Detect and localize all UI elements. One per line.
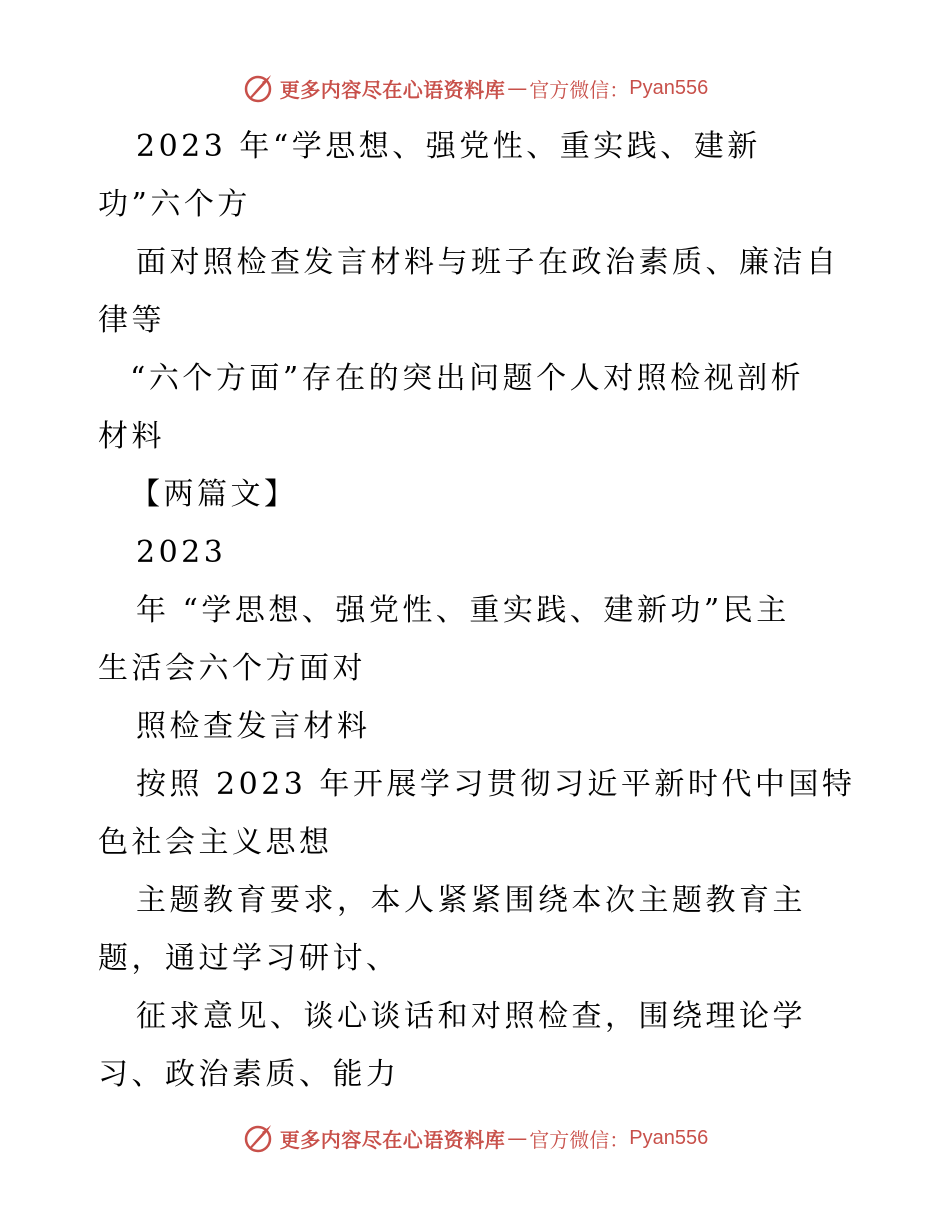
footer-wechat-label: 官方微信： <box>529 1127 630 1152</box>
footer-dash: — <box>507 1126 528 1150</box>
document-body <box>98 118 858 1104</box>
text-line: 【两篇文】 <box>130 477 298 512</box>
text-line: 2023 年“学思想、强党性、重实践、建新 <box>136 129 761 164</box>
text-line: 征求意见、谈心谈话和对照检查，围绕理论学 <box>136 999 806 1034</box>
text-line: “六个方面”存在的突出问题个人对照检视剖析 <box>130 361 805 396</box>
text-line: 年 “学思想、强党性、重实践、建新功”民主 <box>136 593 790 628</box>
text-line: 主题教育要求，本人紧紧围绕本次主题教育主 <box>136 883 806 918</box>
header-wechat-label: 官方微信： <box>529 77 630 102</box>
header-dash: — <box>507 76 528 100</box>
text-line: 习、政治素质、能力 <box>98 1057 400 1092</box>
header-brand-text: 更多内容尽在心语资料库 <box>279 77 506 102</box>
text-line: 生活会六个方面对 <box>98 651 366 686</box>
footer-watermark-banner <box>0 1118 950 1158</box>
text-line: 功”六个方 <box>98 187 251 222</box>
text-line: 2023 <box>136 535 227 570</box>
quill-pen-logo-icon <box>242 72 274 104</box>
header-watermark-banner <box>0 68 950 108</box>
quill-pen-logo-icon <box>242 1122 274 1154</box>
footer-brand-text: 更多内容尽在心语资料库 <box>279 1127 506 1152</box>
text-line: 律等 <box>98 303 165 338</box>
text-line: 按照 2023 年开展学习贯彻习近平新时代中国特 <box>136 767 856 802</box>
text-line: 面对照检查发言材料与班子在政治素质、廉洁自 <box>136 245 840 280</box>
text-line: 照检查发言材料 <box>136 709 371 744</box>
header-wechat-id: Pyan556 <box>629 76 709 99</box>
footer-wechat-id: Pyan556 <box>629 1126 709 1149</box>
text-line: 色社会主义思想 <box>98 825 333 860</box>
text-line: 题，通过学习研讨、 <box>98 941 400 976</box>
text-line: 材料 <box>98 419 165 454</box>
